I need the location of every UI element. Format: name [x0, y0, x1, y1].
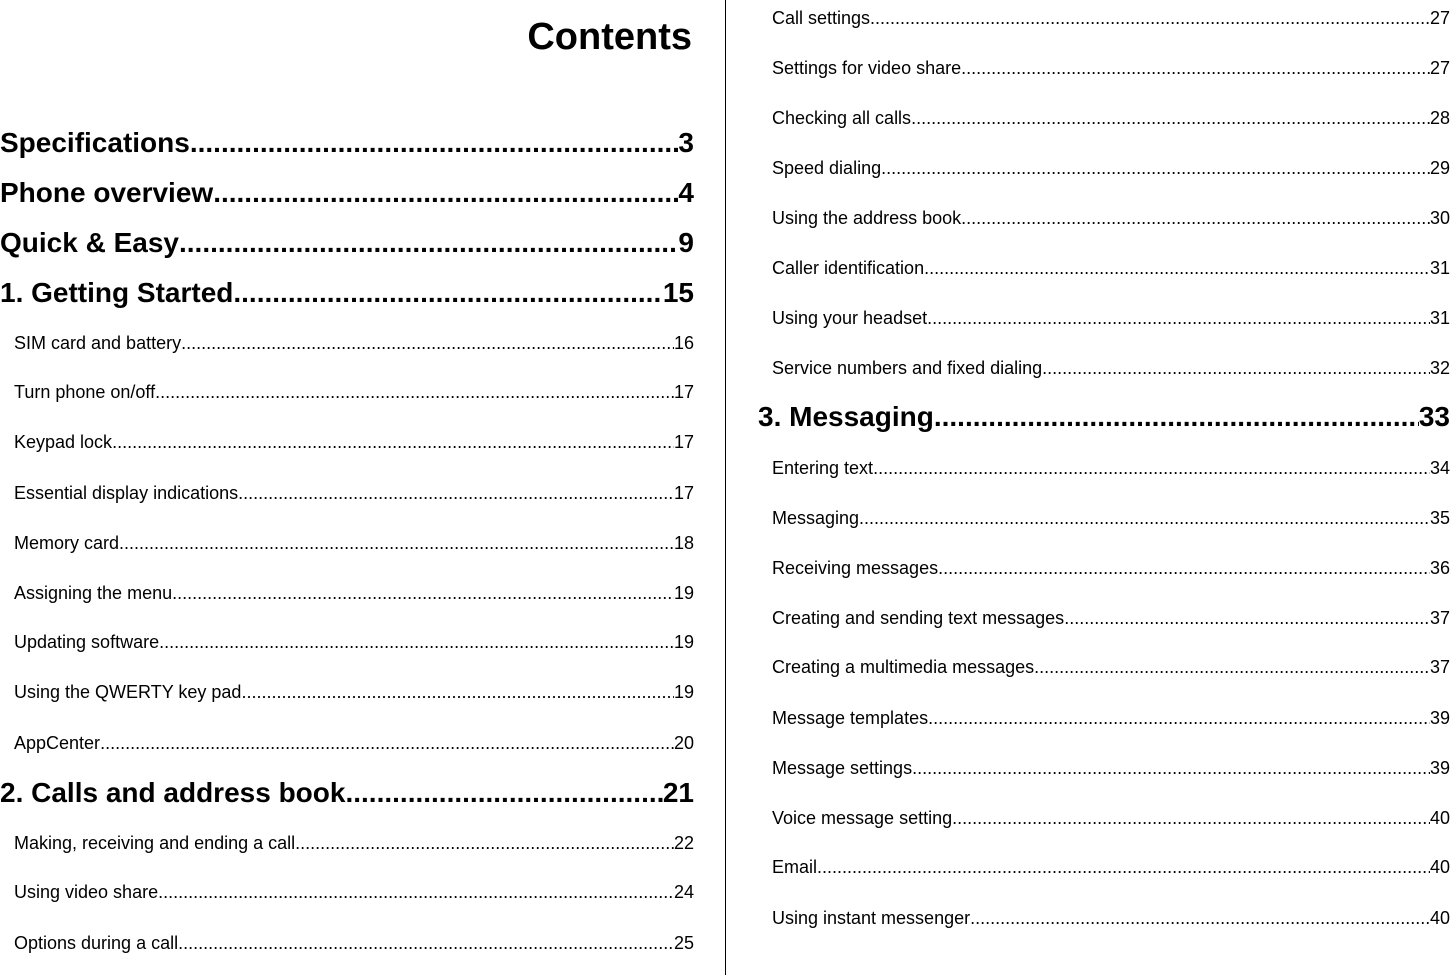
toc-entry-label: Making, receiving and ending a call: [14, 833, 296, 853]
toc-page-number: 4: [678, 177, 694, 208]
toc-entry-options-during-a-call[interactable]: [14, 930, 694, 956]
toc-page-number: 36: [1429, 558, 1450, 578]
dot-leader: [934, 398, 1419, 436]
toc-entry-caller-identification[interactable]: [772, 255, 1450, 281]
dot-leader: [241, 679, 674, 705]
toc-entry-label: Turn phone on/off: [14, 382, 156, 402]
dot-leader: [213, 174, 678, 212]
toc-entry-using-the-address-book[interactable]: [772, 205, 1450, 231]
toc-entry-label: 3. Messaging: [758, 401, 934, 432]
toc-entry-label: Memory card: [14, 533, 120, 553]
toc-entry-using-the-qwerty-key-pad[interactable]: [14, 679, 694, 705]
dot-leader: [1064, 605, 1430, 631]
toc-page-number: 39: [1429, 708, 1450, 728]
toc-entry-message-settings[interactable]: [772, 755, 1450, 781]
toc-page-number: 39: [1429, 758, 1450, 778]
toc-entry-label: Checking all calls: [772, 108, 912, 128]
toc-entry-essential-display-indications[interactable]: [14, 480, 694, 506]
toc-entry-updating-software[interactable]: [14, 629, 694, 655]
dot-leader: [181, 330, 674, 356]
dot-leader: [155, 379, 674, 405]
toc-page-number: 27: [1429, 58, 1450, 78]
toc-page-number: 16: [673, 333, 694, 353]
toc-page-number: 33: [1418, 401, 1450, 432]
toc-entry-label: 1. Getting Started: [0, 277, 234, 308]
toc-entry-label: Message templates: [772, 708, 929, 728]
page-divider: [725, 0, 726, 975]
toc-page-number: 31: [1429, 308, 1450, 328]
toc-entry-speed-dialing[interactable]: [772, 155, 1450, 181]
dot-leader: [159, 629, 674, 655]
dot-leader: [100, 730, 674, 756]
toc-entry-label: Messaging: [772, 508, 860, 528]
toc-entry-phone-overview[interactable]: [0, 174, 694, 212]
dot-leader: [961, 205, 1430, 231]
toc-page-number: 17: [673, 382, 694, 402]
toc-entry-label: Settings for video share: [772, 58, 962, 78]
toc-entry-label: Options during a call: [14, 933, 179, 953]
toc-entry-message-templates[interactable]: [772, 705, 1450, 731]
toc-page-number: 30: [1429, 208, 1450, 228]
toc-entry-label: Speed dialing: [772, 158, 882, 178]
dot-leader: [158, 879, 674, 905]
dot-leader: [859, 505, 1430, 531]
dot-leader: [295, 830, 674, 856]
toc-page-number: 40: [1429, 857, 1450, 877]
toc-page-number: 35: [1429, 508, 1450, 528]
right-page: [758, 0, 1450, 975]
dot-leader: [928, 705, 1430, 731]
toc-entry-keypad-lock[interactable]: [14, 429, 694, 455]
toc-entry-label: Message settings: [772, 758, 913, 778]
toc-entry-email[interactable]: [772, 854, 1450, 880]
toc-page-number: 9: [678, 227, 694, 258]
toc-entry-label: Creating a multimedia messages: [772, 657, 1035, 677]
dot-leader: [927, 305, 1430, 331]
dot-leader: [924, 255, 1430, 281]
toc-entry-label: Email: [772, 857, 818, 877]
dot-leader: [952, 805, 1430, 831]
toc-page-number: 17: [673, 432, 694, 452]
toc-page-number: 27: [1429, 8, 1450, 28]
dot-leader: [238, 480, 674, 506]
dot-leader: [873, 455, 1430, 481]
toc-page-number: 40: [1429, 908, 1450, 928]
toc-entry-specifications[interactable]: [0, 124, 694, 162]
dot-leader: [911, 105, 1430, 131]
dot-leader: [817, 854, 1430, 880]
toc-entry-sim-card-and-battery[interactable]: [14, 330, 694, 356]
toc-page-number: 40: [1429, 808, 1450, 828]
toc-entry-using-your-headset[interactable]: [772, 305, 1450, 331]
toc-page-number: 18: [673, 533, 694, 553]
dot-leader: [179, 224, 678, 262]
toc-entry-2-calls-and-address-book[interactable]: [0, 774, 694, 812]
dot-leader: [172, 580, 674, 606]
left-page: [0, 0, 694, 975]
dot-leader: [870, 5, 1430, 31]
toc-entry-appcenter[interactable]: [14, 730, 694, 756]
toc-entry-quick-and-easy[interactable]: [0, 224, 694, 262]
dot-leader: [345, 774, 662, 812]
toc-page-number: 24: [673, 882, 694, 902]
toc-entry-settings-for-video-share[interactable]: [772, 55, 1450, 81]
dot-leader: [178, 930, 674, 956]
toc-entry-label: Assigning the menu: [14, 583, 173, 603]
dot-leader: [112, 429, 674, 455]
toc-page-number: 37: [1429, 657, 1450, 677]
toc-entry-checking-all-calls[interactable]: [772, 105, 1450, 131]
contents-title: Contents: [527, 16, 692, 58]
toc-entry-receiving-messages[interactable]: [772, 555, 1450, 581]
toc-page-number: 31: [1429, 258, 1450, 278]
toc-entry-label: Phone overview: [0, 177, 214, 208]
toc-page-number: 3: [678, 127, 694, 158]
toc-page-number: 34: [1429, 458, 1450, 478]
toc-entry-messaging[interactable]: [772, 505, 1450, 531]
toc-entry-label: Entering text: [772, 458, 874, 478]
toc-entry-service-numbers-and-fixed-dialing[interactable]: [772, 355, 1450, 381]
toc-entry-label: Using your headset: [772, 308, 928, 328]
toc-entry-label: Specifications: [0, 127, 190, 158]
toc-entry-1-getting-started[interactable]: [0, 274, 694, 312]
toc-entry-using-instant-messenger[interactable]: [772, 905, 1450, 931]
toc-entry-label: Updating software: [14, 632, 160, 652]
toc-entry-label: Receiving messages: [772, 558, 939, 578]
toc-entry-label: Using video share: [14, 882, 159, 902]
toc-entry-making-receiving-and-ending-a-call[interactable]: [14, 830, 694, 856]
toc-entry-assigning-the-menu[interactable]: [14, 580, 694, 606]
toc-entry-label: Creating and sending text messages: [772, 608, 1065, 628]
dot-leader: [912, 755, 1430, 781]
toc-entry-label: Using instant messenger: [772, 908, 971, 928]
dot-leader: [938, 555, 1430, 581]
toc-entry-label: SIM card and battery: [14, 333, 182, 353]
toc-entry-creating-and-sending-text-messages[interactable]: [772, 605, 1450, 631]
toc-page-number: 32: [1429, 358, 1450, 378]
toc-entry-label: Quick & Easy: [0, 227, 179, 258]
toc-entry-label: Caller identification: [772, 258, 925, 278]
toc-entry-3-messaging[interactable]: [758, 398, 1450, 436]
toc-entry-label: Voice message setting: [772, 808, 953, 828]
toc-page-number: 25: [673, 933, 694, 953]
toc-page-number: 29: [1429, 158, 1450, 178]
toc-entry-using-video-share[interactable]: [14, 879, 694, 905]
toc-entry-turn-phone-on-off[interactable]: [14, 379, 694, 405]
toc-entry-memory-card[interactable]: [14, 530, 694, 556]
toc-entry-entering-text[interactable]: [772, 455, 1450, 481]
toc-entry-creating-a-multimedia-messages[interactable]: [772, 654, 1450, 680]
toc-entry-call-settings[interactable]: [772, 5, 1450, 31]
toc-entry-label: AppCenter: [14, 733, 101, 753]
toc-page-number: 28: [1429, 108, 1450, 128]
toc-page-number: 21: [662, 777, 694, 808]
dot-leader: [1034, 654, 1430, 680]
dot-leader: [190, 124, 679, 162]
toc-page-number: 22: [673, 833, 694, 853]
toc-page-number: 19: [673, 583, 694, 603]
toc-entry-voice-message-setting[interactable]: [772, 805, 1450, 831]
toc-page-number: 37: [1429, 608, 1450, 628]
dot-leader: [881, 155, 1430, 181]
toc-page-number: 17: [673, 483, 694, 503]
toc-entry-label: Using the address book: [772, 208, 962, 228]
toc-entry-label: Essential display indications: [14, 483, 239, 503]
toc-entry-label: 2. Calls and address book: [0, 777, 346, 808]
toc-page-number: 19: [673, 682, 694, 702]
toc-entry-label: Using the QWERTY key pad: [14, 682, 242, 702]
dot-leader: [970, 905, 1430, 931]
dot-leader: [1042, 355, 1430, 381]
dot-leader: [119, 530, 674, 556]
toc-page-number: 15: [662, 277, 694, 308]
toc-page-number: 20: [673, 733, 694, 753]
dot-leader: [233, 274, 662, 312]
dot-leader: [961, 55, 1430, 81]
toc-entry-label: Service numbers and fixed dialing: [772, 358, 1043, 378]
toc-entry-label: Call settings: [772, 8, 871, 28]
toc-page-number: 19: [673, 632, 694, 652]
toc-entry-label: Keypad lock: [14, 432, 113, 452]
